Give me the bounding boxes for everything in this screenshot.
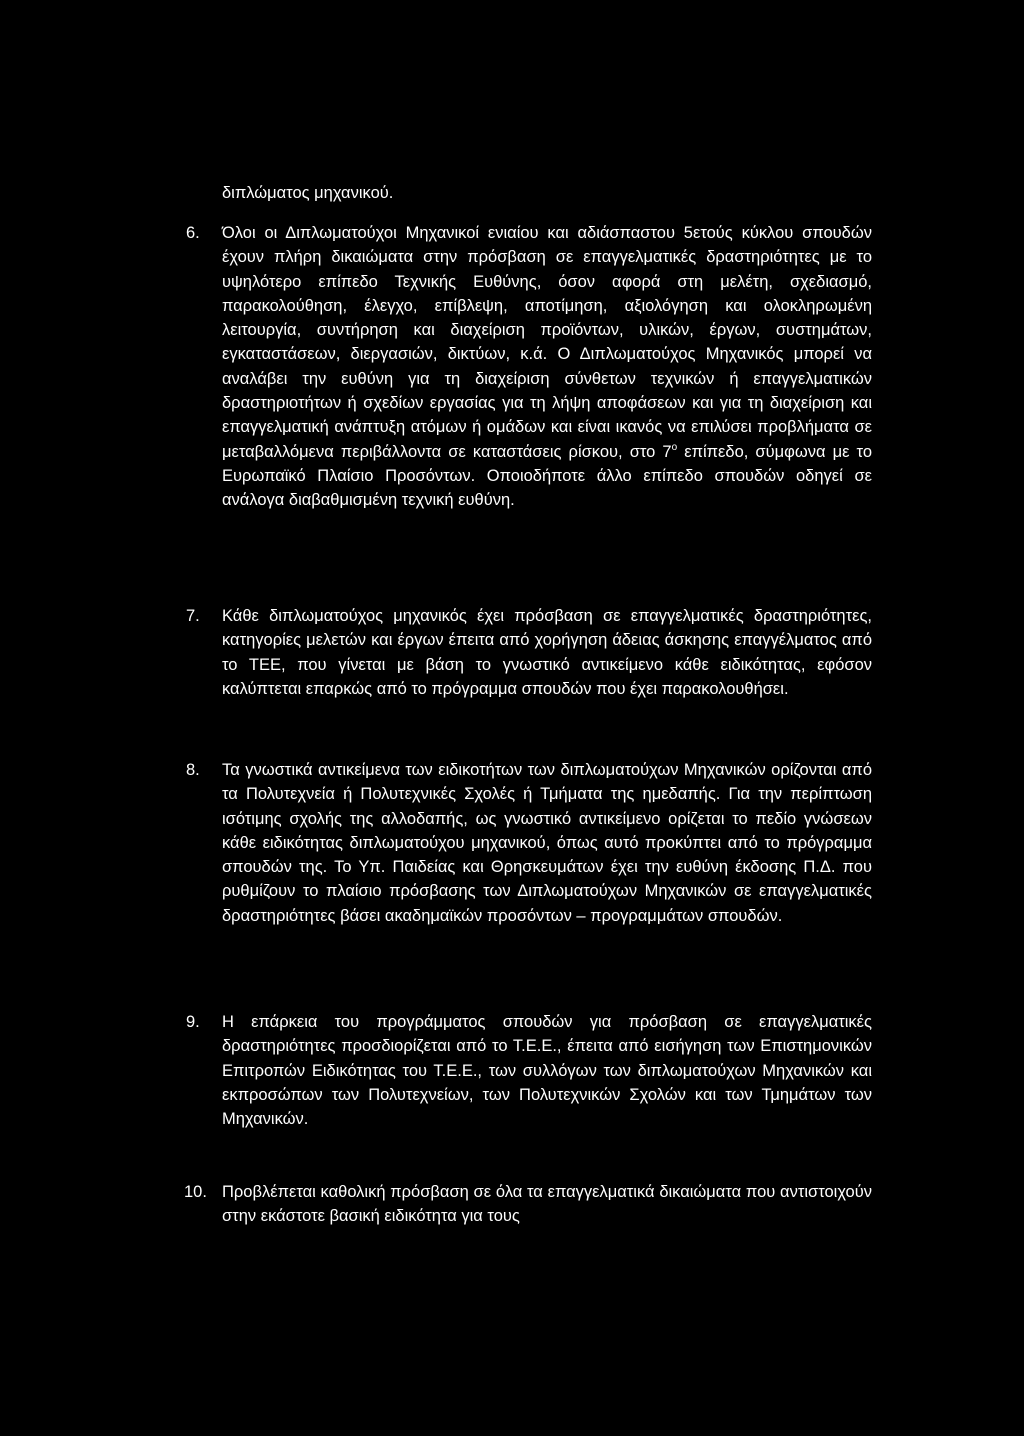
item-text [222,221,872,513]
superscript-ordinal: ο [671,441,678,453]
item-text: Προβλέπεται καθολική πρόσβαση σε όλα τα επαγγελματικά δικαιώματα που αντιστοιχούν στην εκάστοτε βασική ειδικότητα για τους [222,1183,872,1226]
item-text: Η επάρκεια του προγράμματος σπουδών για πρόσβαση σε επαγγελματικές δραστηριότητες προσδιορίζεται από το Τ.Ε.Ε., έπειτα από εισήγηση των Επιστημονικών Επιτροπών Ειδικότητας του Τ.Ε.Ε., των συλλόγων των διπλωματούχων Μηχανικών και εκπροσώπων των Πολυτεχνείων, των Πολυτεχνικών Σχολών και των Τμημάτων των Μηχανικών. [222,1013,872,1129]
item-text-part: Όλοι οι Διπλωματούχοι Μηχανικοί ενιαίου και αδιάσπαστου 5ετούς κύκλου σπουδών έχουν πλήρη δικαιώματα στην πρόσβαση σε επαγγελματικές δραστηριότητες με το υψηλότερο επίπεδο Τεχνικής Ευθύνης, όσον αφορά στη μελέτη, σχεδιασμό, παρακολούθηση, έλεγχο, επίβλεψη, αποτίμηση, αξιολόγηση και ολοκληρωμένη λειτουργία, συντήρηση και διαχείριση προϊόντων, υλικών, έργων, συστημάτων, εγκαταστάσεων, διεργασιών, δικτύων, κ.ά. Ο Διπλωματούχος Μηχανικός μπορεί να αναλάβει την ευθύνη για τη διαχείριση σύνθετων τεχνικών ή επαγγελματικών δραστηριοτήτων ή σχεδίων εργασίας για τη λήψη αποφάσεων και για τη διαχείριση και επαγγελματική ανάπτυξη ατόμων ή ομάδων και είναι ικανός να επιλύσει προβλήματα σε μεταβαλλόμενα περιβάλλοντα σε καταστάσεις ρίσκου, στο 7 [222,224,872,461]
item-number: 9. [186,1013,200,1031]
list-item-7 [178,604,872,701]
item-number: 7. [186,607,200,625]
item-number: 10. [184,1183,207,1201]
item-text: Κάθε διπλωματούχος μηχανικός έχει πρόσβαση σε επαγγελματικές δραστηριότητες, κατηγορίες μελετών και έργων έπειτα από χορήγηση άδειας άσκησης επαγγέλματος από το ΤΕΕ, που γίνεται με βάση το γνωστικό αντικείμενο κάθε ειδικότητας, εφόσον καλύπτεται επαρκώς από το πρόγραμμα σπουδών που έχει παρακολουθήσει. [222,607,872,698]
item-number: 6. [186,224,200,242]
list-item-8 [178,758,872,928]
list-item-10 [178,1180,872,1229]
intro-text: διπλώματος μηχανικού. [222,184,394,202]
item-number: 8. [186,761,200,779]
item-text: Τα γνωστικά αντικείμενα των ειδικοτήτων των διπλωματούχων Μηχανικών ορίζονται από τα Πολυτεχνεία ή Πολυτεχνικές Σχολές ή Τμήματα της ημεδαπής. Για την περίπτωση ισότιμης σχολής της αλλοδαπής, ως γνωστικό αντικείμενο ορίζεται το πεδίο γνώσεων κάθε ειδικότητας διπλωματούχου μηχανικού, όπως αυτό προκύπτει από το πρόγραμμα σπουδών της. Το Υπ. Παιδείας και Θρησκευμάτων έχει την ευθύνη έκδοσης Π.Δ. που ρυθμίζουν το πλαίσιο πρόσβασης των Διπλωματούχων Μηχανικών σε επαγγελματικές δραστηριότητες βάσει ακαδημαϊκών προσόντων – προγραμμάτων σπουδών. [222,761,872,925]
item-text-part: επίπεδο, σύμφωνα με το Ευρωπαϊκό Πλαίσιο Προσόντων. Οποιοδήποτε άλλο επίπεδο σπουδών οδηγεί σε ανάλογα διαβαθμισμένη τεχνική ευθύνη. [222,442,872,510]
list-item-6 [178,221,872,513]
list-item-9 [178,1010,872,1131]
